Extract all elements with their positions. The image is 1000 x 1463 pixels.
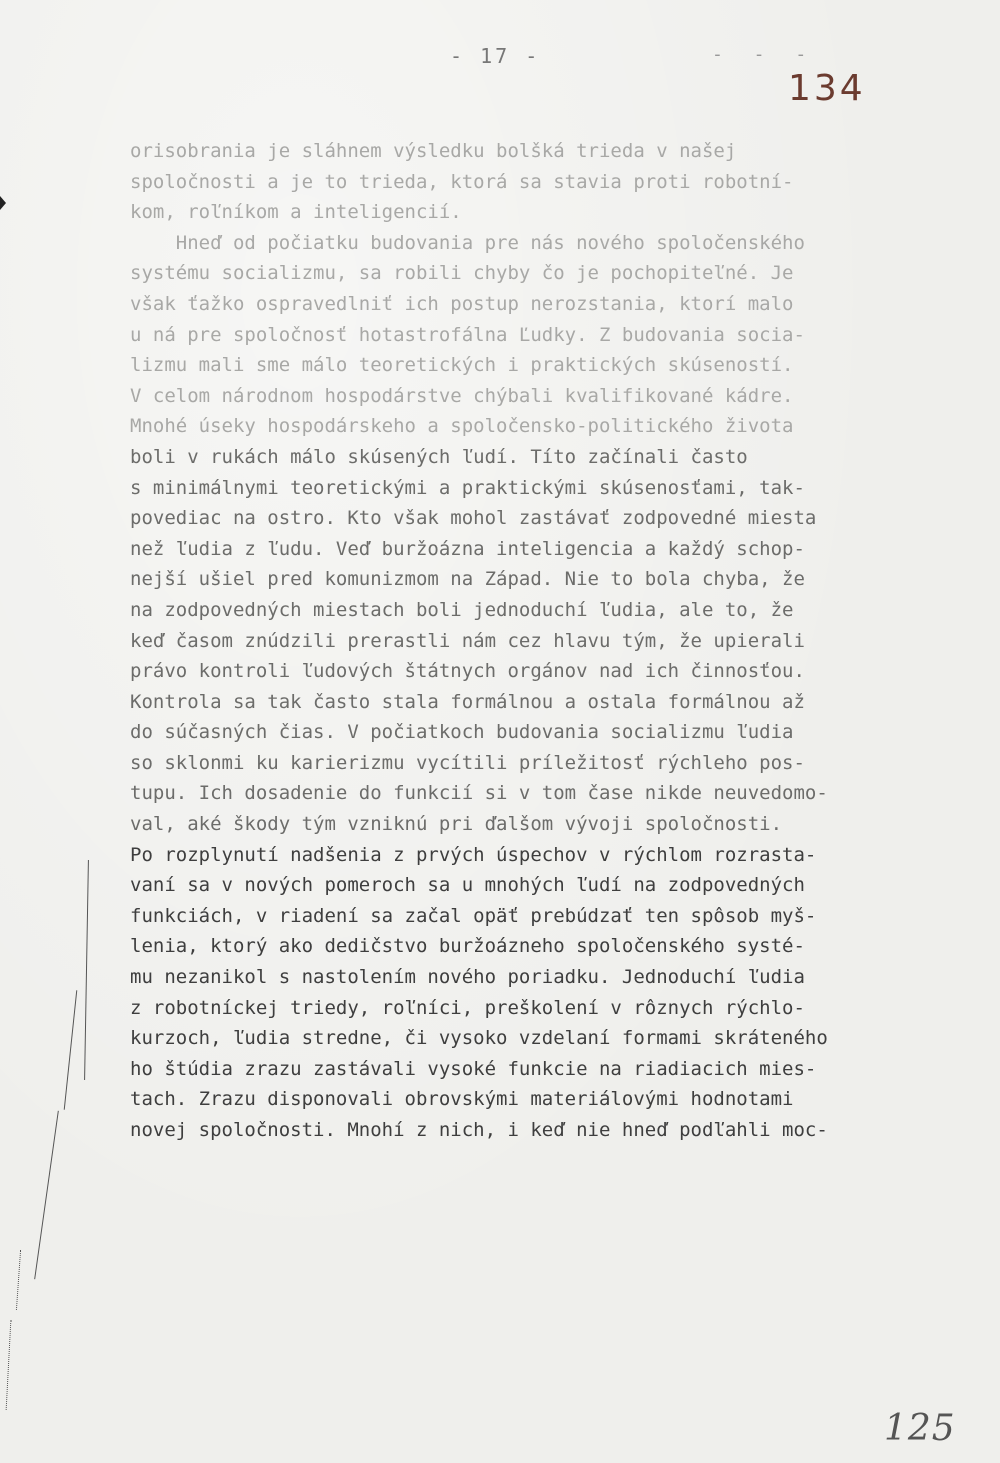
text-line: tupu. Ich dosadenie do funkcií si v tom čase nikde neuvedomo- (130, 782, 828, 805)
text-line: spoločnosti a je to trieda, ktorá sa stavia proti robotní- (130, 170, 794, 193)
text-line: Mnohé úseky hospodárskeho a spoločensko-politického života (130, 415, 794, 438)
text-line: však ťažko ospravedlniť ich postup nerozstania, ktorí malo (130, 292, 794, 315)
text-line: do súčasných čias. V počiatkoch budovania socializmu ľudia (130, 721, 794, 744)
scan-edge-mark (0, 196, 6, 210)
text-line: povediac na ostro. Kto však mohol zastávať zodpovedné miesta (130, 507, 817, 530)
text-line: právo kontroli ľudových štátnych orgánov nad ich činnosťou. (130, 660, 805, 683)
text-line: Hneď od počiatku budovania pre nás nového spoločenského (130, 231, 805, 254)
text-line: funkciách, v riadení sa začal opäť prebúdzať ten spôsob myš- (130, 904, 817, 927)
body-text (130, 136, 970, 1146)
text-line: lenia, ktorý ako dedičstvo buržoázneho spoločenského systé- (130, 935, 805, 958)
archive-number-stamp: 134 (788, 68, 866, 109)
margin-mark (6, 1320, 12, 1410)
margin-mark (16, 1250, 21, 1310)
text-line: lizmu mali sme málo teoretických i praktických skúseností. (130, 354, 794, 377)
text-line: Po rozplynutí nadšenia z prvých úspechov v rýchlom rozrasta- (130, 843, 817, 866)
text-line: kurzoch, ľudia stredne, či vysoko vzdelaní formami skráteného (130, 1027, 828, 1050)
margin-mark (34, 1111, 59, 1279)
text-line: vaní sa v nových pomeroch sa u mnohých ľudí na zodpovedných (130, 874, 805, 897)
text-line: tach. Zrazu disponovali obrovskými materiálovými hodnotami (130, 1088, 794, 1111)
text-line: keď časom znúdzili prerastli nám cez hlavu tým, že upierali (130, 629, 805, 652)
handwritten-folio-number: 125 (884, 1408, 956, 1449)
text-line: kom, roľníkom a inteligencií. (130, 201, 462, 224)
text-line: s minimálnymi teoretickými a praktickými skúsenosťami, tak- (130, 476, 805, 499)
margin-mark (84, 860, 89, 1080)
text-line: než ľudia z ľudu. Veď buržoázna inteligencia a každý schop- (130, 537, 805, 560)
text-line: boli v rukách málo skúsených ľudí. Títo začínali často (130, 445, 748, 468)
text-line: u ná pre spoločnosť hotastrofálna Ľudky. Z budovania socia- (130, 323, 805, 346)
text-line: na zodpovedných miestach boli jednoduchí ľudia, ale to, že (130, 598, 794, 621)
header-dashes: - - - (712, 44, 817, 65)
text-line: ho štúdia zrazu zastávali vysoké funkcie na riadiacich mies- (130, 1057, 817, 1080)
page-number: - 17 - (450, 44, 541, 68)
text-line: nejší ušiel pred komunizmom na Západ. Nie to bola chyba, že (130, 568, 805, 591)
text-line: mu nezanikol s nastolením nového poriadku. Jednoduchí ľudia (130, 966, 805, 989)
text-line: Kontrola sa tak často stala formálnou a ostala formálnou až (130, 690, 805, 713)
text-line: novej spoločnosti. Mnohí z nich, i keď nie hneď podľahli moc- (130, 1119, 828, 1141)
text-line: systému socializmu, sa robili chyby čo je pochopiteľné. Je (130, 262, 794, 285)
text-line: V celom národnom hospodárstve chýbali kvalifikované kádre. (130, 384, 794, 407)
margin-mark (64, 990, 78, 1109)
text-line: val, aké škody tým vzniknú pri ďalšom vývoji spoločnosti. (130, 813, 783, 836)
text-line: orisobrania je sláhnem výsledku bolšká trieda v našej (130, 140, 737, 162)
text-line: z robotníckej triedy, roľníci, preškolení v rôznych rýchlo- (130, 996, 805, 1019)
text-line: so sklonmi ku karierizmu vycítili príležitosť rýchleho pos- (130, 751, 805, 774)
